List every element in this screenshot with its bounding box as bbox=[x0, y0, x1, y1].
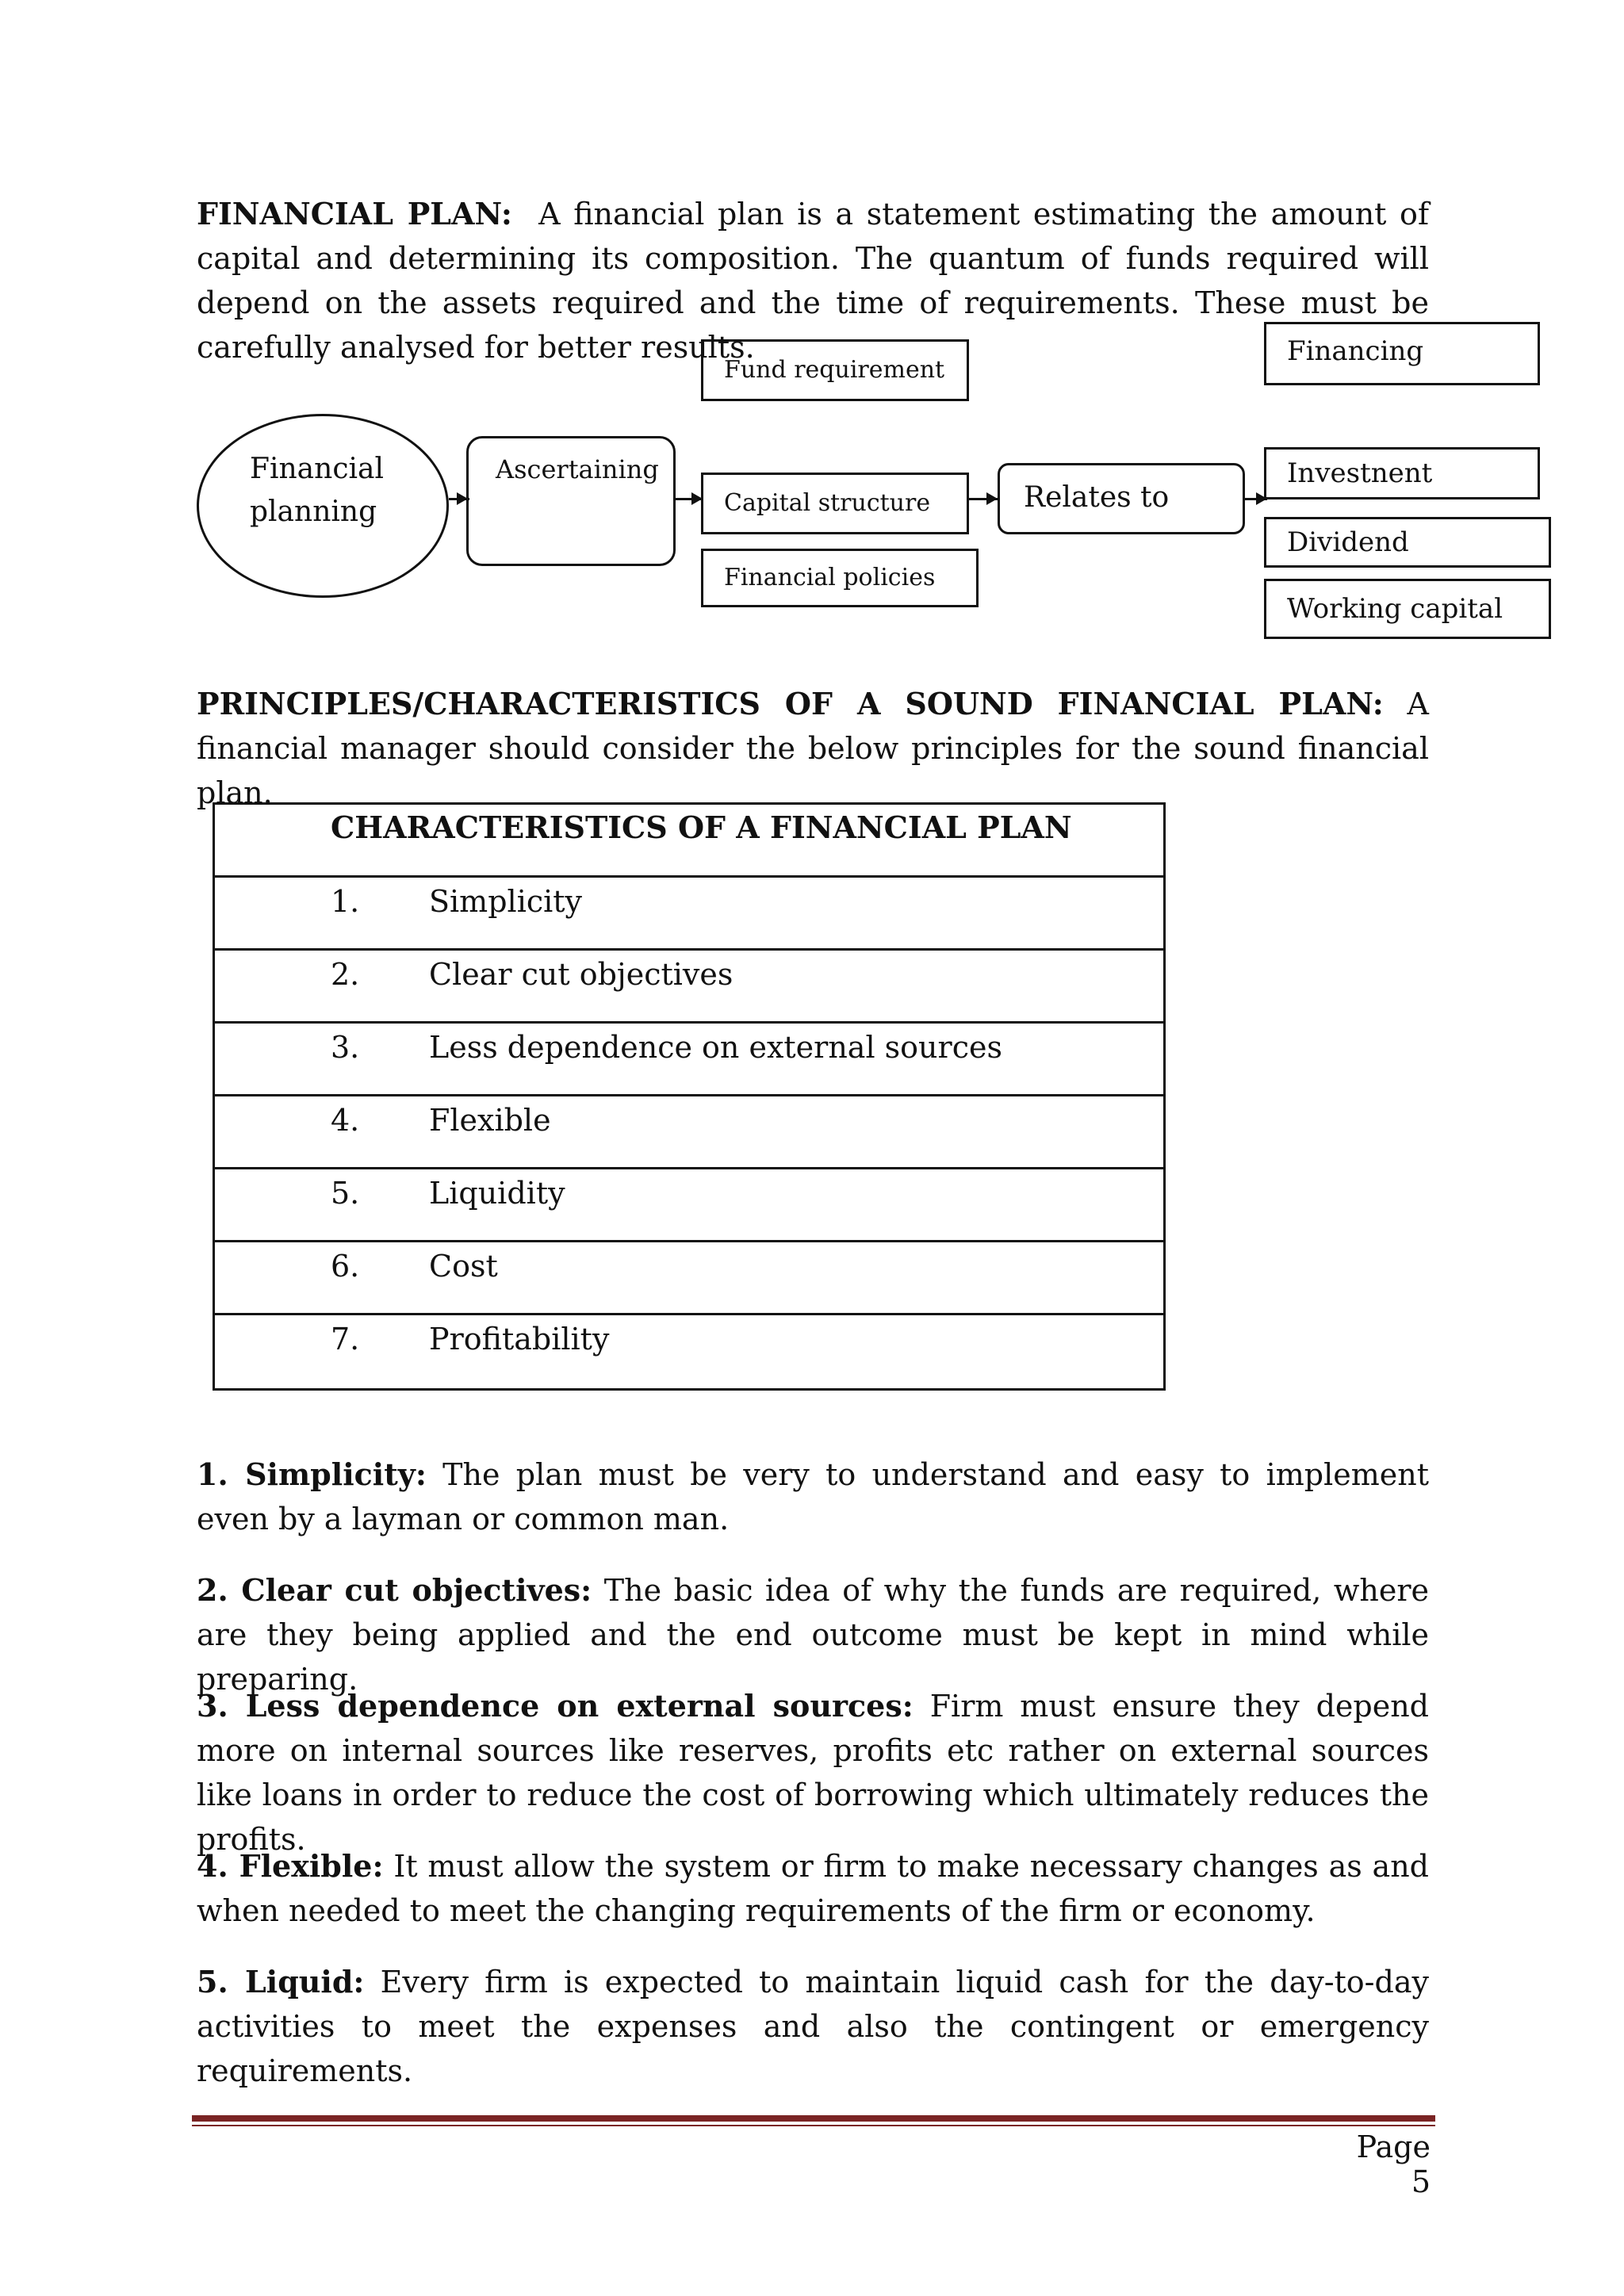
detail-flexible bbox=[197, 1844, 1429, 1933]
detail-title: 3. Less dependence on external sources: bbox=[197, 1688, 914, 1724]
arrow-3-head bbox=[986, 492, 998, 505]
detail-title: 4. Flexible: bbox=[197, 1848, 384, 1884]
footer-rule bbox=[192, 2115, 1435, 2122]
diagram-start-label: Financial planning bbox=[250, 453, 384, 528]
table-title: CHARACTERISTICS OF A FINANCIAL PLAN bbox=[331, 809, 1072, 845]
financial-policies-box: Financial policies bbox=[701, 549, 979, 607]
row-text: Simplicity bbox=[429, 884, 583, 919]
detail-title: 1. Simplicity: bbox=[197, 1456, 427, 1492]
diagram-step-box bbox=[466, 436, 676, 566]
detail-simplicity bbox=[197, 1452, 1429, 1541]
detail-text: Every firm is expected to maintain liquid cash for the day-to-day activities to meet the expenses and also the contingent or emergency requirements. bbox=[197, 1965, 1429, 2088]
row-number: 6. bbox=[331, 1249, 360, 1284]
characteristics-table bbox=[213, 802, 1166, 1391]
intro-heading: FINANCIAL PLAN: bbox=[197, 196, 512, 232]
financing-box: Financing bbox=[1264, 322, 1540, 385]
capital-structure-box: Capital structure bbox=[701, 473, 969, 534]
row-text: Profitability bbox=[429, 1322, 610, 1357]
row-text: Cost bbox=[429, 1249, 498, 1284]
row-text: Flexible bbox=[429, 1103, 551, 1138]
fund-requirement-box: Fund requirement bbox=[701, 339, 969, 401]
investment-box: Investnent bbox=[1264, 447, 1540, 499]
row-text: Less dependence on external sources bbox=[429, 1030, 1002, 1065]
principles-paragraph bbox=[197, 682, 1429, 815]
row-number: 1. bbox=[331, 884, 360, 919]
diagram-step-label: Ascertaining bbox=[496, 454, 659, 484]
detail-title: 5. Liquid: bbox=[197, 1964, 365, 1999]
table-row bbox=[215, 1315, 1163, 1388]
row-number: 4. bbox=[331, 1103, 360, 1138]
detail-title: 2. Clear cut objectives: bbox=[197, 1572, 592, 1608]
detail-text: Firm must ensure they depend more on internal sources like reserves, profits etc rather on external sources like loans in order to reduce the cost of borrowing which ultimately reduces the profits. bbox=[197, 1689, 1429, 1857]
relates-to-box bbox=[998, 463, 1245, 534]
detail-text: The plan must be very to understand and easy to implement even by a layman or common man. bbox=[197, 1457, 1429, 1536]
dividend-box: Dividend bbox=[1264, 517, 1551, 568]
row-number: 3. bbox=[331, 1030, 360, 1065]
footer-rule-thin bbox=[192, 2125, 1435, 2126]
detail-less-dependence bbox=[197, 1684, 1429, 1862]
relates-to-label: Relates to bbox=[1024, 481, 1170, 514]
row-number: 7. bbox=[331, 1322, 360, 1357]
row-text: Clear cut objectives bbox=[429, 957, 733, 992]
row-number: 2. bbox=[331, 957, 360, 992]
detail-text: The basic idea of why the funds are required, where are they being applied and the end outcome must be kept in mind while preparing. bbox=[197, 1573, 1430, 1697]
detail-liquid bbox=[197, 1960, 1429, 2093]
detail-clear-cut-objectives bbox=[197, 1568, 1429, 1701]
diagram-start-ellipse bbox=[197, 414, 449, 598]
row-text: Liquidity bbox=[429, 1176, 565, 1211]
table-row bbox=[215, 1169, 1163, 1242]
intro-text: A financial plan is a statement estimating the amount of capital and determining its composition. The quantum of funds required will depend on the assets required and the time of requirements. These must be carefully analysed for better results. bbox=[197, 197, 1430, 365]
table-row bbox=[215, 1024, 1163, 1096]
table-row bbox=[215, 1096, 1163, 1169]
principles-text: A financial manager should consider the below principles for the sound financial plan. bbox=[197, 687, 1429, 810]
table-row bbox=[215, 1242, 1163, 1315]
detail-text: It must allow the system or firm to make necessary changes as and when needed to meet the changing requirements of the firm or economy. bbox=[197, 1849, 1429, 1928]
working-capital-box: Working capital bbox=[1264, 579, 1551, 639]
table-header bbox=[215, 805, 1163, 878]
table-row bbox=[215, 878, 1163, 951]
table-row bbox=[215, 951, 1163, 1024]
page-number: Page 5 bbox=[1356, 2130, 1431, 2199]
row-number: 5. bbox=[331, 1176, 360, 1211]
principles-heading: PRINCIPLES/CHARACTERISTICS OF A SOUND FINANCIAL PLAN: bbox=[197, 686, 1384, 721]
